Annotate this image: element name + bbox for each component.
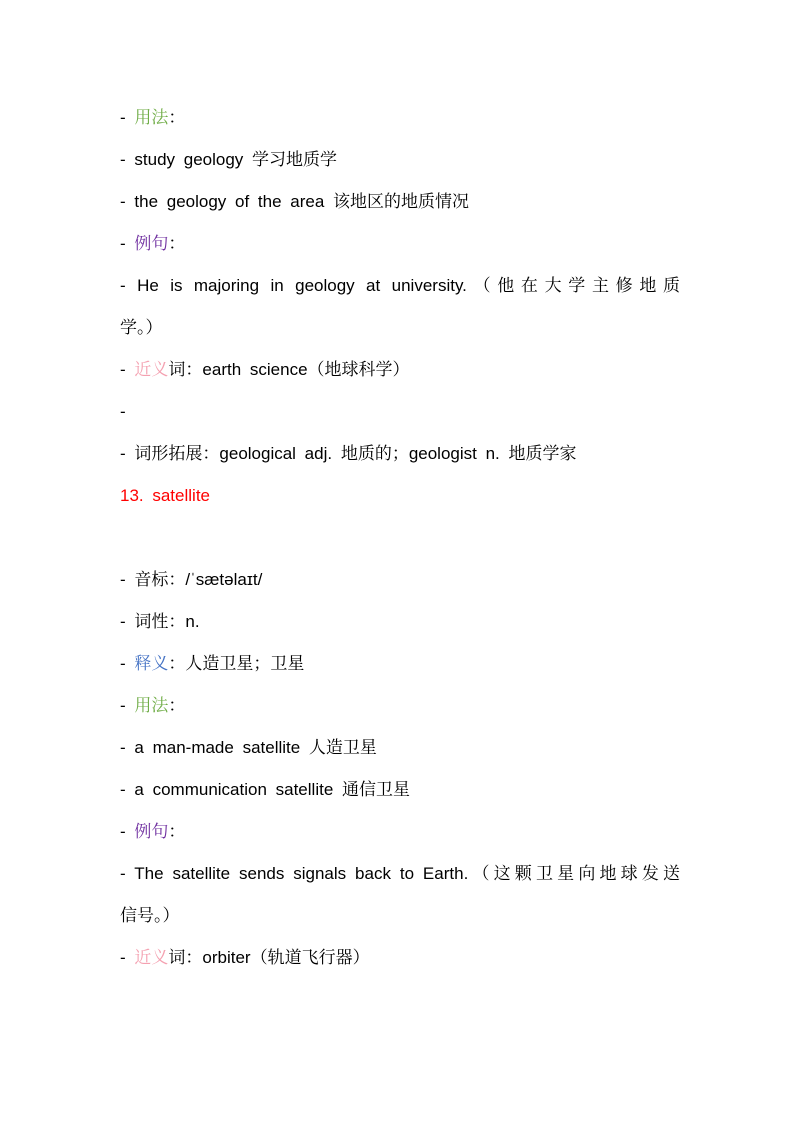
synonym-label: 近义 bbox=[134, 360, 169, 379]
example-sentence: - The satellite sends signals back to Earth.（这颗卫星向地球发送 bbox=[120, 864, 680, 883]
word-forms-line: - 词形拓展：geological adj. 地质的；geologist n. 地质学家 bbox=[120, 444, 577, 463]
phonetic-line: - 音标：/ˈsætəlaɪt/ bbox=[120, 570, 263, 589]
meaning-label: 释义 bbox=[134, 654, 169, 673]
example-sentence-continued: 信号。） bbox=[120, 906, 180, 925]
usage-label-line: - 用法： bbox=[120, 696, 186, 715]
example-sentence: - He is majoring in geology at university.（他在大学主修地质 bbox=[120, 276, 680, 295]
meaning-line: - 释义：人造卫星；卫星 bbox=[120, 654, 305, 673]
usage-label: 用法 bbox=[134, 108, 169, 127]
usage-item: - a man-made satellite 人造卫星 bbox=[120, 738, 377, 757]
usage-label-line: - 用法： bbox=[120, 108, 186, 127]
entry-heading: 13. satellite bbox=[120, 486, 210, 505]
empty-bullet: - bbox=[120, 402, 126, 421]
part-of-speech-line: - 词性：n. bbox=[120, 612, 200, 631]
usage-item: - a communication satellite 通信卫星 bbox=[120, 780, 410, 799]
example-label: 例句 bbox=[134, 822, 169, 841]
usage-item: - the geology of the area 该地区的地质情况 bbox=[120, 192, 470, 211]
usage-label: 用法 bbox=[134, 696, 169, 715]
usage-item: - study geology 学习地质学 bbox=[120, 150, 338, 169]
example-label-line: - 例句： bbox=[120, 822, 186, 841]
synonym-line: - 近义词：earth science（地球科学） bbox=[120, 360, 410, 379]
example-label-line: - 例句： bbox=[120, 234, 186, 253]
synonym-label: 近义 bbox=[134, 948, 169, 967]
synonym-line: - 近义词：orbiter（轨道飞行器） bbox=[120, 948, 370, 967]
example-sentence-continued: 学。） bbox=[120, 318, 163, 337]
example-label: 例句 bbox=[134, 234, 169, 253]
